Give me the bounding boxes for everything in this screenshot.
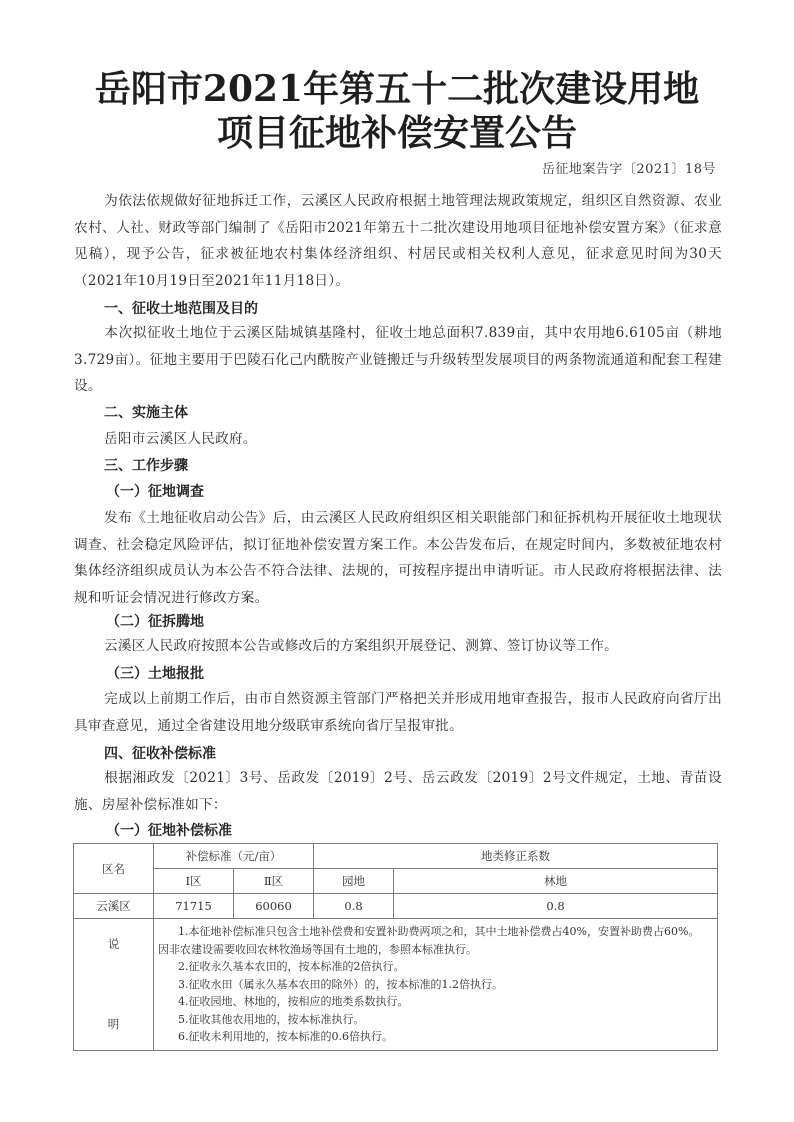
section-4-text: 根据湘政发〔2021〕3号、岳政发〔2019〕2号、岳云政发〔2019〕2号文件规定，土地、青苗设施、房屋补偿标准如下：: [74, 770, 722, 813]
table-header-row-2: [74, 869, 718, 894]
section-3-heading: 三、工作步骤: [104, 458, 188, 474]
notes-cell: [154, 919, 718, 1051]
section-3-sub-2-body: [74, 633, 722, 660]
section-3-sub-3-body: [74, 686, 722, 739]
note-6: 6.征收未利用地的，按本标准的0.6倍执行。: [178, 1030, 393, 1043]
note-1-continued: 因非农建设需要收回农林牧渔场等国有土地的，参照本标准执行。: [158, 942, 477, 956]
section-2-heading: 二、实施主体: [104, 405, 188, 421]
section-3-sub-2-text: 云溪区人民政府按照本公告或修改后的方案组织开展登记、测算、签订协议等工作。: [104, 638, 619, 654]
cell-forest: 0.8: [394, 894, 718, 919]
header-zone-1: Ⅰ区: [154, 869, 234, 894]
table-row: [74, 894, 718, 919]
notes-label-bottom: 明: [107, 1017, 120, 1032]
section-3-sub-2-heading: （二）征拆腾地: [106, 614, 204, 630]
header-garden: 园地: [314, 869, 394, 894]
section-1-body: [74, 320, 722, 400]
header-forest: 林地: [394, 869, 718, 894]
section-1-text: 本次拟征收土地位于云溪区陆城镇基隆村，征收土地总面积7.839亩，其中农用地6.6105亩（耕地3.729亩）。征地主要用于巴陵石化己内酰胺产业链搬迁与升级转型发展项目的两条物流通道和配套工程建设。: [74, 325, 722, 394]
header-district-name: 区名: [74, 844, 154, 894]
header-zone-2: Ⅱ区: [234, 869, 314, 894]
intro-text: 为依法依规做好征地拆迁工作，云溪区人民政府根据土地管理法规政策规定，组织区自然资源、农业农村、人社、财政等部门编制了《岳阳市2021年第五十二批次建设用地项目征地补偿安置方案》（征求意见稿），现予公告，征求被征地农村集体经济组织、村居民或相关权利人意见，征求意见时间为30天（2021年10月19日至2021年11月18日）。: [74, 193, 722, 289]
notes-label-top: 说: [107, 937, 120, 952]
section-3-sub-3-heading: （三）土地报批: [106, 666, 204, 682]
cell-zone-2: 60060: [234, 894, 314, 919]
compensation-table: [73, 843, 718, 1051]
table-header-row-1: [74, 844, 718, 869]
cell-district: 云溪区: [74, 894, 154, 919]
section-4-sub-1-heading: （一）征地补偿标准: [106, 823, 232, 839]
section-3-sub-1-body: [74, 505, 722, 611]
intro-paragraph: [74, 188, 722, 294]
section-3-sub-1-text: 发布《土地征收启动公告》后，由云溪区人民政府组织区相关职能部门和征拆机构开展征收土地现状调查、社会稳定风险评估，拟订征地补偿安置方案工作。本公告发布后，在规定时间内，多数被征地农村集体经济组织成员认为本公告不符合法律、法规的，可按程序提出申请听证。市人民政府将根据法律、法规和听证会情况进行修改方案。: [74, 510, 722, 606]
section-4-body: [74, 765, 722, 818]
header-coefficient: 地类修正系数: [314, 844, 718, 869]
cell-zone-1: 71715: [154, 894, 234, 919]
note-4: 4.征收园地、林地的，按相应的地类系数执行。: [178, 995, 409, 1008]
note-2: 2.征收永久基本农田的，按本标准的2倍执行。: [178, 960, 405, 973]
section-2-body: 岳阳市云溪区人民政府。: [104, 431, 257, 447]
notes-label-cell: [74, 919, 154, 1051]
section-1-heading: 一、征收土地范围及目的: [104, 301, 258, 317]
header-standard: 补偿标准（元/亩）: [154, 844, 314, 869]
cell-garden: 0.8: [314, 894, 394, 919]
document-title-line-2: 项目征地补偿安置公告: [216, 112, 577, 154]
section-3-sub-1-heading: （一）征地调查: [106, 484, 204, 500]
section-3-sub-3-text: 完成以上前期工作后，由市自然资源主管部门严格把关并形成用地审查报告，报市人民政府向省厅出具审查意见，通过全省建设用地分级联审系统向省厅呈报审批。: [74, 691, 722, 734]
note-1: 1.本征地补偿标准只包含土地补偿费和安置补助费两项之和，其中土地补偿费占40%，安置补助费占60%。: [178, 925, 700, 938]
notes-row: [74, 919, 718, 1051]
note-5: 5.征收其他农用地的，按本标准执行。: [178, 1012, 365, 1026]
section-4-heading: 四、征收补偿标准: [104, 746, 216, 762]
note-3: 3.征收水田（属永久基本农田的除外）的，按本标准的1.2倍执行。: [178, 977, 503, 991]
document-title-line-1: 岳阳市2021年第五十二批次建设用地: [94, 68, 700, 110]
document-number: 岳征地案告字〔2021〕18号: [541, 162, 716, 177]
